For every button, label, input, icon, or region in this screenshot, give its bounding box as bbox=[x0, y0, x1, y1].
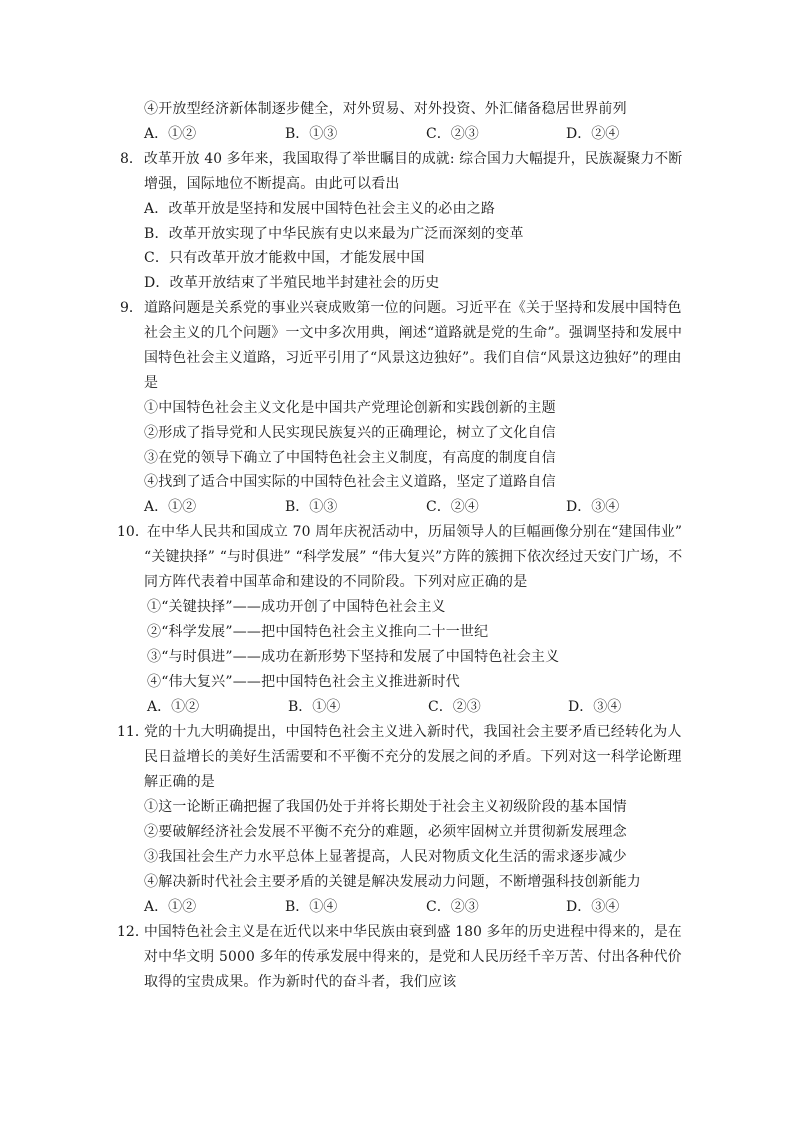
q7-option-a: A．①② bbox=[144, 126, 197, 142]
q9-item-4: ④找到了适合中国实际的中国特色社会主义道路，坚定了道路自信 bbox=[144, 474, 556, 490]
q10-item-3: ③“与时俱进”——成功在新形势下坚持和发展了中国特色社会主义 bbox=[147, 649, 560, 665]
q7-option-c: C．②③ bbox=[426, 126, 479, 142]
q9-option-d: D．③④ bbox=[566, 499, 620, 515]
q11-stem-line-3: 解正确的是 bbox=[144, 774, 215, 790]
q12-number: 12． bbox=[117, 924, 149, 940]
q9-stem-line-2: 社会主义的几个问题》一文中多次用典，阐述“道路就是党的生命”。强调坚持和发展中 bbox=[144, 325, 683, 341]
q8-number: 8． bbox=[120, 151, 143, 167]
q12-stem-line-1: 中国特色社会主义是在近代以来中华民族由衰到盛 180 多年的历史进程中得来的，是在 bbox=[144, 924, 682, 940]
q10-option-a: A．①② bbox=[147, 699, 200, 715]
q9-stem-line-1: 道路问题是关系党的事业兴衰成败第一位的问题。习近平在《关于坚持和发展中国特色 bbox=[144, 300, 682, 316]
q11-option-c: C．②③ bbox=[426, 899, 479, 915]
q9-item-2: ②形成了指导党和人民实现民族复兴的正确理论，树立了文化自信 bbox=[144, 425, 556, 441]
q10-number: 10． bbox=[117, 524, 149, 540]
q11-option-b: B．①④ bbox=[285, 899, 338, 915]
q10-item-2: ②“科学发展”——把中国特色社会主义推向二十一世纪 bbox=[147, 624, 489, 640]
q11-item-3: ③我国社会生产力水平总体上显著提高，人民对物质文化生活的需求逐步减少 bbox=[144, 849, 627, 865]
q11-option-a: A．①② bbox=[144, 899, 197, 915]
q9-option-b: B．①③ bbox=[285, 499, 338, 515]
q8-stem-line-1: 改革开放 40 多年来，我国取得了举世瞩目的成就: 综合国力大幅提升，民族凝聚力不断 bbox=[144, 151, 683, 167]
q9-stem-line-4: 是 bbox=[144, 375, 159, 391]
q9-stem-line-3: 国特色社会主义道路，习近平引用了“风景这边独好”。我们自信“风景这边独好”的理由 bbox=[144, 350, 682, 366]
q11-option-d: D．③④ bbox=[566, 899, 620, 915]
q12-stem-line-2: 对中华文明 5000 多年的传承发展中得来的，是党和人民历经千辛万苦、付出各种代价 bbox=[144, 949, 682, 965]
q8-choice-a: A．改革开放是坚持和发展中国特色社会主义的必由之路 bbox=[144, 201, 496, 217]
q10-option-b: B．①④ bbox=[288, 699, 341, 715]
q12-stem-line-3: 取得的宝贵成果。作为新时代的奋斗者，我们应该 bbox=[144, 974, 457, 990]
q10-option-d: D．③④ bbox=[568, 699, 622, 715]
q10-stem-line-1: 在中华人民共和国成立 70 周年庆祝活动中，历届领导人的巨幅画像分别在“建国伟业” bbox=[147, 524, 683, 540]
q7-option-d: D．②④ bbox=[566, 126, 620, 142]
q9-option-a: A．①② bbox=[144, 499, 197, 515]
q11-number: 11． bbox=[117, 724, 149, 740]
q10-stem-line-3: 同方阵代表着中国革命和建设的不同阶段。下列对应正确的是 bbox=[144, 574, 528, 590]
q10-option-c: C．②③ bbox=[428, 699, 481, 715]
q9-item-1: ①中国特色社会主义文化是中国共产党理论创新和实践创新的主题 bbox=[144, 400, 556, 416]
q7-item-4: ④开放型经济新体制逐步健全，对外贸易、对外投资、外汇储备稳居世界前列 bbox=[144, 101, 627, 117]
q11-stem-line-1: 党的十九大明确提出，中国特色社会主义进入新时代，我国社会主要矛盾已经转化为人 bbox=[144, 724, 682, 740]
q10-item-1: ①“关键抉择”——成功开创了中国特色社会主义 bbox=[147, 599, 446, 615]
q9-option-c: C．②④ bbox=[426, 499, 479, 515]
q11-item-1: ①这一论断正确把握了我国仍处于并将长期处于社会主义初级阶段的基本国情 bbox=[144, 799, 627, 815]
q11-item-2: ②要破解经济社会发展不平衡不充分的难题，必须牢固树立并贯彻新发展理念 bbox=[144, 824, 627, 840]
q10-stem-line-2: “关键抉择” “与时俱进” “科学发展” “伟大复兴”方阵的簇拥下依次经过天安门广场，不 bbox=[144, 549, 683, 565]
q11-item-4: ④解决新时代社会主要矛盾的关键是解决发展动力问题，不断增强科技创新能力 bbox=[144, 874, 641, 890]
q8-choice-c: C．只有改革开放才能救中国，才能发展中国 bbox=[144, 250, 425, 266]
q10-item-4: ④“伟大复兴”——把中国特色社会主义推进新时代 bbox=[147, 674, 460, 690]
q8-choice-d: D．改革开放结束了半殖民地半封建社会的历史 bbox=[144, 275, 440, 291]
q8-stem-line-2: 增强，国际地位不断提高。由此可以看出 bbox=[144, 176, 400, 192]
q9-item-3: ③在党的领导下确立了中国特色社会主义制度，有高度的制度自信 bbox=[144, 450, 556, 466]
q9-number: 9． bbox=[120, 300, 143, 316]
q7-option-b: B．①③ bbox=[285, 126, 338, 142]
q11-stem-line-2: 民日益增长的美好生活需要和不平衡不充分的发展之间的矛盾。下列对这一科学论断理 bbox=[144, 749, 682, 765]
q8-choice-b: B．改革开放实现了中华民族有史以来最为广泛而深刻的变革 bbox=[144, 226, 524, 242]
